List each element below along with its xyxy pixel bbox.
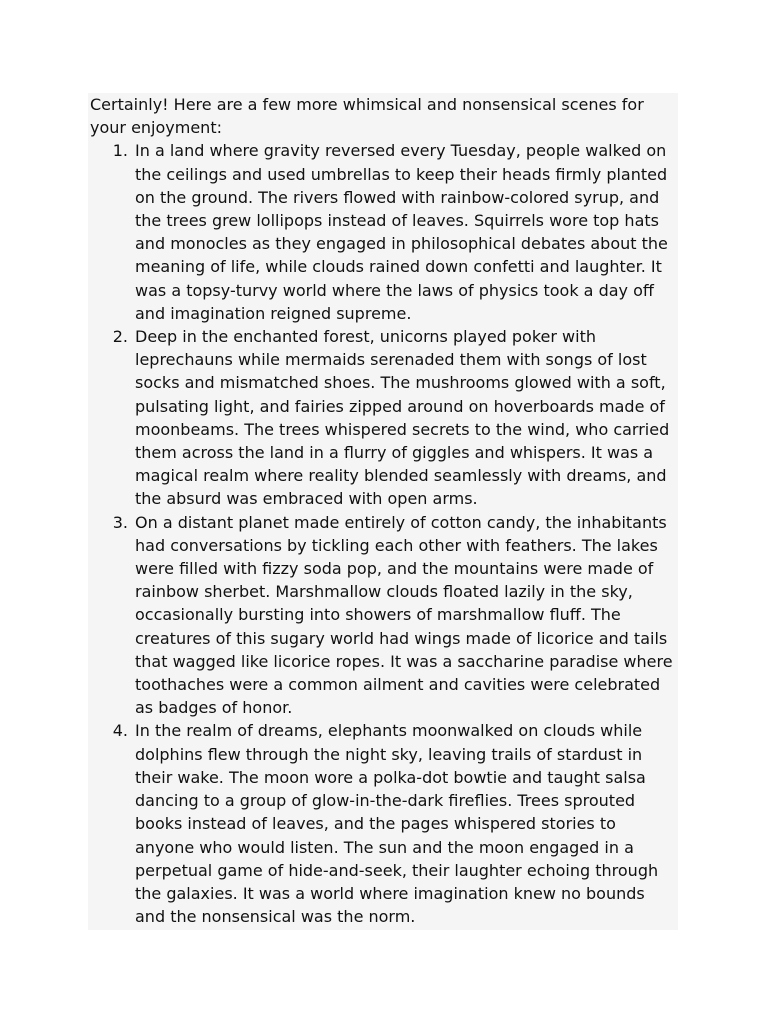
- list-item-text: In a land where gravity reversed every Tuesday, people walked on the ceilings and used umbrellas to keep their heads firmly planted on the ground. The rivers flowed with rainbow-colored syrup, and the trees grew lollipops instead of leaves. Squirrels wore top hats and monocles as they engaged in philosophical debates about the meaning of life, while clouds rained down confetti and laughter. It was a topsy-turvy world where the laws of physics took a day off and imagination reigned supreme.: [135, 141, 668, 323]
- list-number-label: 2.: [112, 327, 128, 347]
- intro-paragraph: Certainly! Here are a few more whimsical and nonsensical scenes for your enjoyment:: [90, 95, 644, 138]
- list-item: [90, 719, 678, 928]
- list-item: [90, 325, 678, 511]
- list-item-text: On a distant planet made entirely of cotton candy, the inhabitants had conversations by tickling each other with feathers. The lakes were filled with fizzy soda pop, and the mountains were made of rainbow sherbet. Marshmallow clouds floated lazily in the sky, occasionally bursting into showers of marshmallow fluff. The creatures of this sugary world had wings made of licorice and tails that wagged like licorice ropes. It was a saccharine paradise where toothaches were a common ailment and cavities were celebrated as badges of honor.: [135, 512, 673, 718]
- list-number-label: 3.: [112, 512, 128, 532]
- list-number-label: 1.: [112, 141, 128, 161]
- document-text-block: [88, 93, 678, 930]
- list-item: [90, 139, 678, 325]
- scene-list: [90, 139, 678, 928]
- list-number: [90, 139, 135, 325]
- list-item: [90, 511, 678, 720]
- list-number: [90, 511, 135, 720]
- list-number: [90, 325, 135, 511]
- list-number-label: 4.: [112, 721, 128, 741]
- list-number: [90, 719, 135, 928]
- list-item-text: Deep in the enchanted forest, unicorns played poker with leprechauns while mermaids serenaded them with songs of lost socks and mismatched shoes. The mushrooms glowed with a soft, pulsating light, and fairies zipped around on hoverboards made of moonbeams. The trees whispered secrets to the wind, who carried them across the land in a flurry of giggles and whispers. It was a magical realm where reality blended seamlessly with dreams, and the absurd was embraced with open arms.: [135, 327, 670, 509]
- list-item-text: In the realm of dreams, elephants moonwalked on clouds while dolphins flew through the night sky, leaving trails of stardust in their wake. The moon wore a polka-dot bowtie and taught salsa dancing to a group of glow-in-the-dark fireflies. Trees sprouted books instead of leaves, and the pages whispered stories to anyone who would listen. The sun and the moon engaged in a perpetual game of hide-and-seek, their laughter echoing through the galaxies. It was a world where imagination knew no bounds and the nonsensical was the norm.: [135, 721, 659, 927]
